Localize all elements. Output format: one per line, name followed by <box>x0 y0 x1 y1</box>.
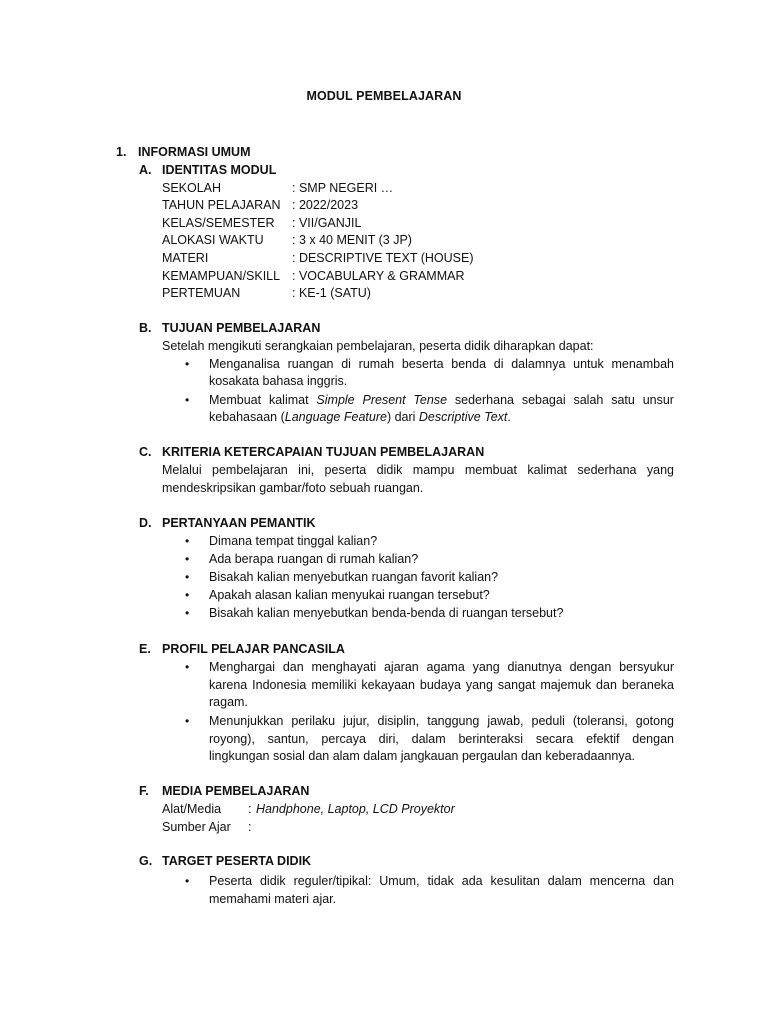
bullet-icon: • <box>185 570 190 584</box>
identity-label: ALOKASI WAKTU <box>162 233 264 247</box>
identity-value: : VII/GANJIL <box>292 216 362 230</box>
target-item-line-2: memahami materi ajar. <box>209 892 337 906</box>
subsection-letter-a: A. <box>139 163 152 177</box>
kriteria-text-line-2: mendeskripsikan gambar/foto sebuah ruangan. <box>162 481 424 495</box>
profil-item-1-line-3: ragam. <box>209 695 248 709</box>
subsection-heading-kriteria: KRITERIA KETERCAPAIAN TUJUAN PEMBELAJARAN <box>162 445 485 459</box>
subsection-letter-g: G. <box>139 854 153 868</box>
section-heading-informasi-umum: INFORMASI UMUM <box>138 145 251 159</box>
bullet-icon: • <box>185 534 190 548</box>
identity-value: : KE-1 (SATU) <box>292 286 371 300</box>
bullet-icon: • <box>185 714 190 728</box>
tujuan-item-1-line-2: kosakata bahasa inggris. <box>209 374 348 388</box>
tujuan-intro: Setelah mengikuti serangkaian pembelajaran, peserta didik diharapkan dapat: <box>162 339 594 353</box>
source-label: Sumber Ajar <box>162 820 231 834</box>
section-number: 1. <box>116 145 127 159</box>
subsection-letter-f: F. <box>139 784 149 798</box>
question-item: Bisakah kalian menyebutkan benda-benda di ruangan tersebut? <box>209 606 564 620</box>
identity-label: KEMAMPUAN/SKILL <box>162 269 281 283</box>
identity-value: : 3 x 40 MENIT (3 JP) <box>292 233 412 247</box>
subsection-heading-pemantik: PERTANYAAN PEMANTIK <box>162 516 316 530</box>
identity-label: PERTEMUAN <box>162 286 241 300</box>
subsection-heading-target: TARGET PESERTA DIDIK <box>162 854 312 868</box>
target-item-line-1: Peserta didik reguler/tipikal: Umum, tidak ada kesulitan dalam mencerna dan <box>209 874 674 888</box>
media-value: Handphone, Laptop, LCD Proyektor <box>256 802 455 816</box>
question-item: Dimana tempat tinggal kalian? <box>209 534 378 548</box>
identity-value: : 2022/2023 <box>292 198 359 212</box>
bullet-icon: • <box>185 552 190 566</box>
profil-item-2-line-3: lingkungan sosial dan alam dalam jangkauan pergaulan dan keberadaannya. <box>209 749 636 763</box>
profil-item-1-line-1: Menghargai dan menghayati ajaran agama yang dianutnya dengan bersyukur <box>209 660 674 674</box>
subsection-letter-e: E. <box>139 642 151 656</box>
question-item: Apakah alasan kalian menyukai ruangan tersebut? <box>209 588 490 602</box>
kriteria-text-line-1: Melalui pembelajaran ini, peserta didik mampu membuat kalimat sederhana yang <box>162 463 674 477</box>
subsection-heading-identitas-modul: IDENTITAS MODUL <box>162 163 277 177</box>
identity-value: : SMP NEGERI … <box>292 181 394 195</box>
identity-label: SEKOLAH <box>162 181 222 195</box>
identity-value: : VOCABULARY & GRAMMAR <box>292 269 465 283</box>
subsection-letter-d: D. <box>139 516 152 530</box>
subsection-heading-tujuan: TUJUAN PEMBELAJARAN <box>162 321 321 335</box>
subsection-letter-b: B. <box>139 321 152 335</box>
tujuan-item-1-line-1: Menganalisa ruangan di rumah beserta benda di dalamnya untuk menambah <box>209 357 674 371</box>
bullet-icon: • <box>185 393 190 407</box>
question-item: Ada berapa ruangan di rumah kalian? <box>209 552 419 566</box>
identity-value: : DESCRIPTIVE TEXT (HOUSE) <box>292 251 474 265</box>
bullet-icon: • <box>185 660 190 674</box>
document-title: MODUL PEMBELAJARAN <box>306 89 462 103</box>
subsection-heading-media: MEDIA PEMBELAJARAN <box>162 784 310 798</box>
source-colon: : <box>248 820 252 834</box>
tujuan-item-2-line-1: Membuat kalimat Simple Present Tense sederhana sebagai salah satu unsur <box>209 393 674 407</box>
media-label: Alat/Media <box>162 802 222 816</box>
bullet-icon: • <box>185 588 190 602</box>
subsection-letter-c: C. <box>139 445 152 459</box>
subsection-heading-profil: PROFIL PELAJAR PANCASILA <box>162 642 345 656</box>
bullet-icon: • <box>185 606 190 620</box>
profil-item-2-line-2: royong), santun, percaya diri, dalam berinteraksi secara efektif dengan <box>209 732 674 746</box>
media-colon: : <box>248 802 252 816</box>
profil-item-2-line-1: Menunjukkan perilaku jujur, disiplin, tanggung jawab, peduli (toleransi, gotong <box>209 714 674 728</box>
identity-label: TAHUN PELAJARAN <box>162 198 281 212</box>
question-item: Bisakah kalian menyebutkan ruangan favorit kalian? <box>209 570 499 584</box>
bullet-icon: • <box>185 874 190 888</box>
identity-label: KELAS/SEMESTER <box>162 216 275 230</box>
identity-label: MATERI <box>162 251 209 265</box>
bullet-icon: • <box>185 357 190 371</box>
profil-item-1-line-2: karena Indonesia memiliki kekayaan budaya yang sangat majemuk dan beraneka <box>209 678 674 692</box>
tujuan-item-2-line-2: kebahasaan (Language Feature) dari Descriptive Text. <box>209 410 511 424</box>
